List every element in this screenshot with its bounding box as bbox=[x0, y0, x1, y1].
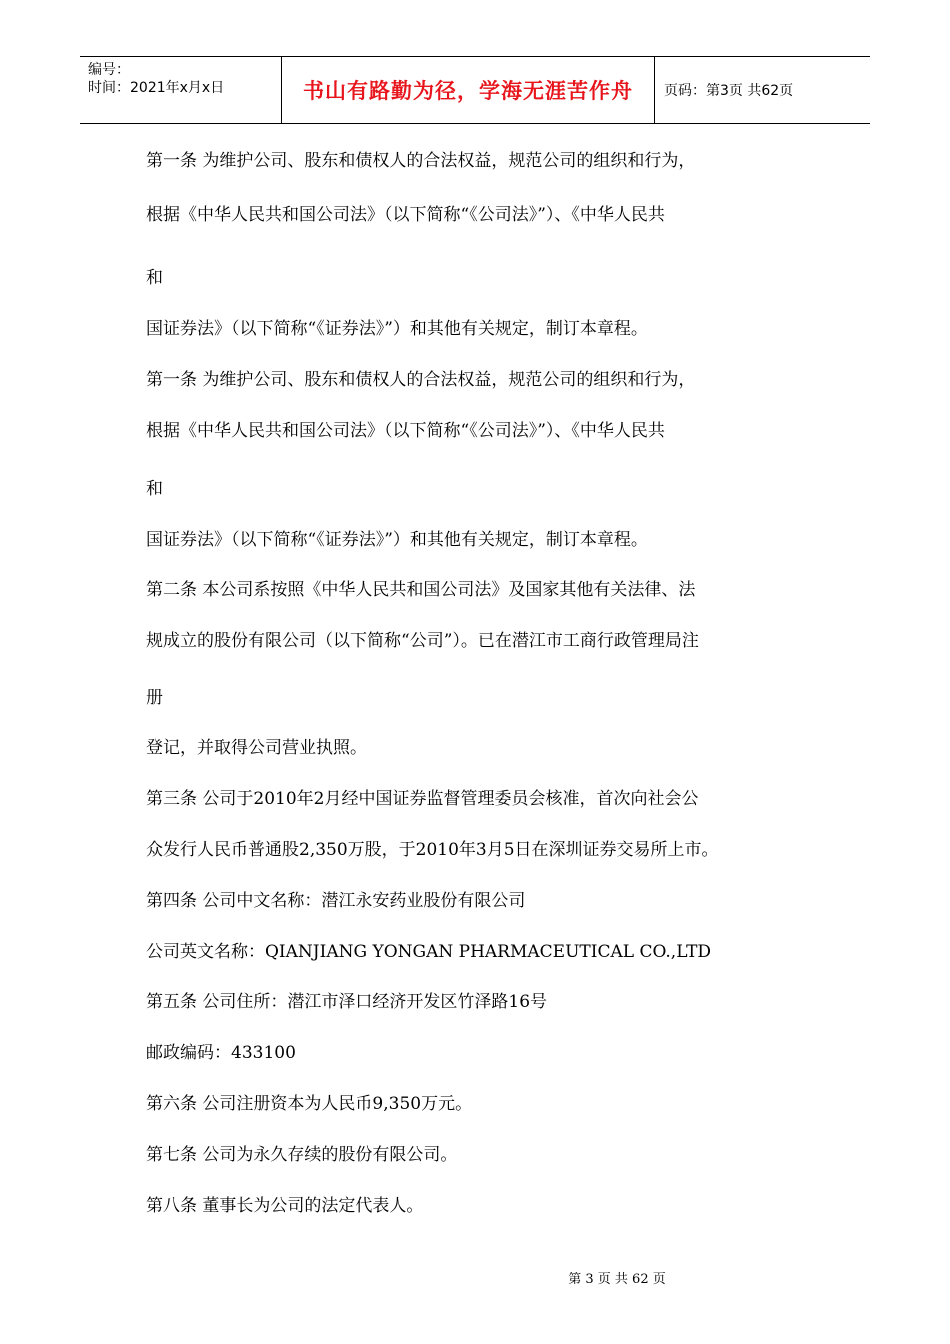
body-line: 国证券法》（以下简称“《证券法》”）和其他有关规定，制订本章程。 bbox=[146, 530, 648, 550]
body-line: 第二条 本公司系按照《中华人民共和国公司法》及国家其他有关法律、法 bbox=[146, 580, 696, 600]
page-header bbox=[80, 56, 870, 124]
header-motto: 书山有路勤为径，学海无涯苦作舟 bbox=[281, 57, 655, 123]
body-line: 第一条 为维护公司、股东和债权人的合法权益，规范公司的组织和行为， bbox=[146, 370, 696, 390]
body-line: 公司英文名称：QIANJIANG YONGAN PHARMACEUTICAL CO.,LTD bbox=[146, 942, 712, 962]
header-page-info: 页码：第3页 共62页 bbox=[664, 83, 794, 99]
body-line: 第五条 公司住所：潜江市泽口经济开发区竹泽路16号 bbox=[146, 992, 548, 1012]
body-line: 规成立的股份有限公司（以下简称“公司”）。已在潜江市工商行政管理局注 bbox=[146, 631, 699, 651]
body-line: 邮政编码：433100 bbox=[146, 1043, 296, 1063]
body-line: 第六条 公司注册资本为人民币9,350万元。 bbox=[146, 1094, 473, 1114]
body-line: 根据《中华人民共和国公司法》（以下简称“《公司法》”）、《中华人民共 bbox=[146, 205, 665, 225]
body-line: 第三条 公司于2010年2月经中国证券监督管理委员会核准，首次向社会公 bbox=[146, 789, 699, 809]
page-footer: 第 3 页 共 62 页 bbox=[568, 1272, 666, 1287]
body-line: 和 bbox=[146, 268, 163, 288]
body-line: 第四条 公司中文名称：潜江永安药业股份有限公司 bbox=[146, 891, 526, 911]
header-time: 时间：2021年x月x日 bbox=[88, 80, 225, 96]
header-number: 编号： bbox=[88, 62, 130, 78]
body-line: 众发行人民币普通股2,350万股，于2010年3月5日在深圳证券交易所上市。 bbox=[146, 840, 719, 860]
body-line: 第一条 为维护公司、股东和债权人的合法权益，规范公司的组织和行为， bbox=[146, 151, 696, 171]
body-line: 国证券法》（以下简称“《证券法》”）和其他有关规定，制订本章程。 bbox=[146, 319, 648, 339]
body-line: 册 bbox=[146, 688, 163, 708]
header-meta bbox=[80, 57, 281, 123]
body-line: 和 bbox=[146, 479, 163, 499]
body-line: 登记，并取得公司营业执照。 bbox=[146, 738, 367, 758]
body-line: 第八条 董事长为公司的法定代表人。 bbox=[146, 1196, 424, 1216]
body-line: 第七条 公司为永久存续的股份有限公司。 bbox=[146, 1145, 458, 1165]
body-line: 根据《中华人民共和国公司法》（以下简称“《公司法》”）、《中华人民共 bbox=[146, 421, 665, 441]
